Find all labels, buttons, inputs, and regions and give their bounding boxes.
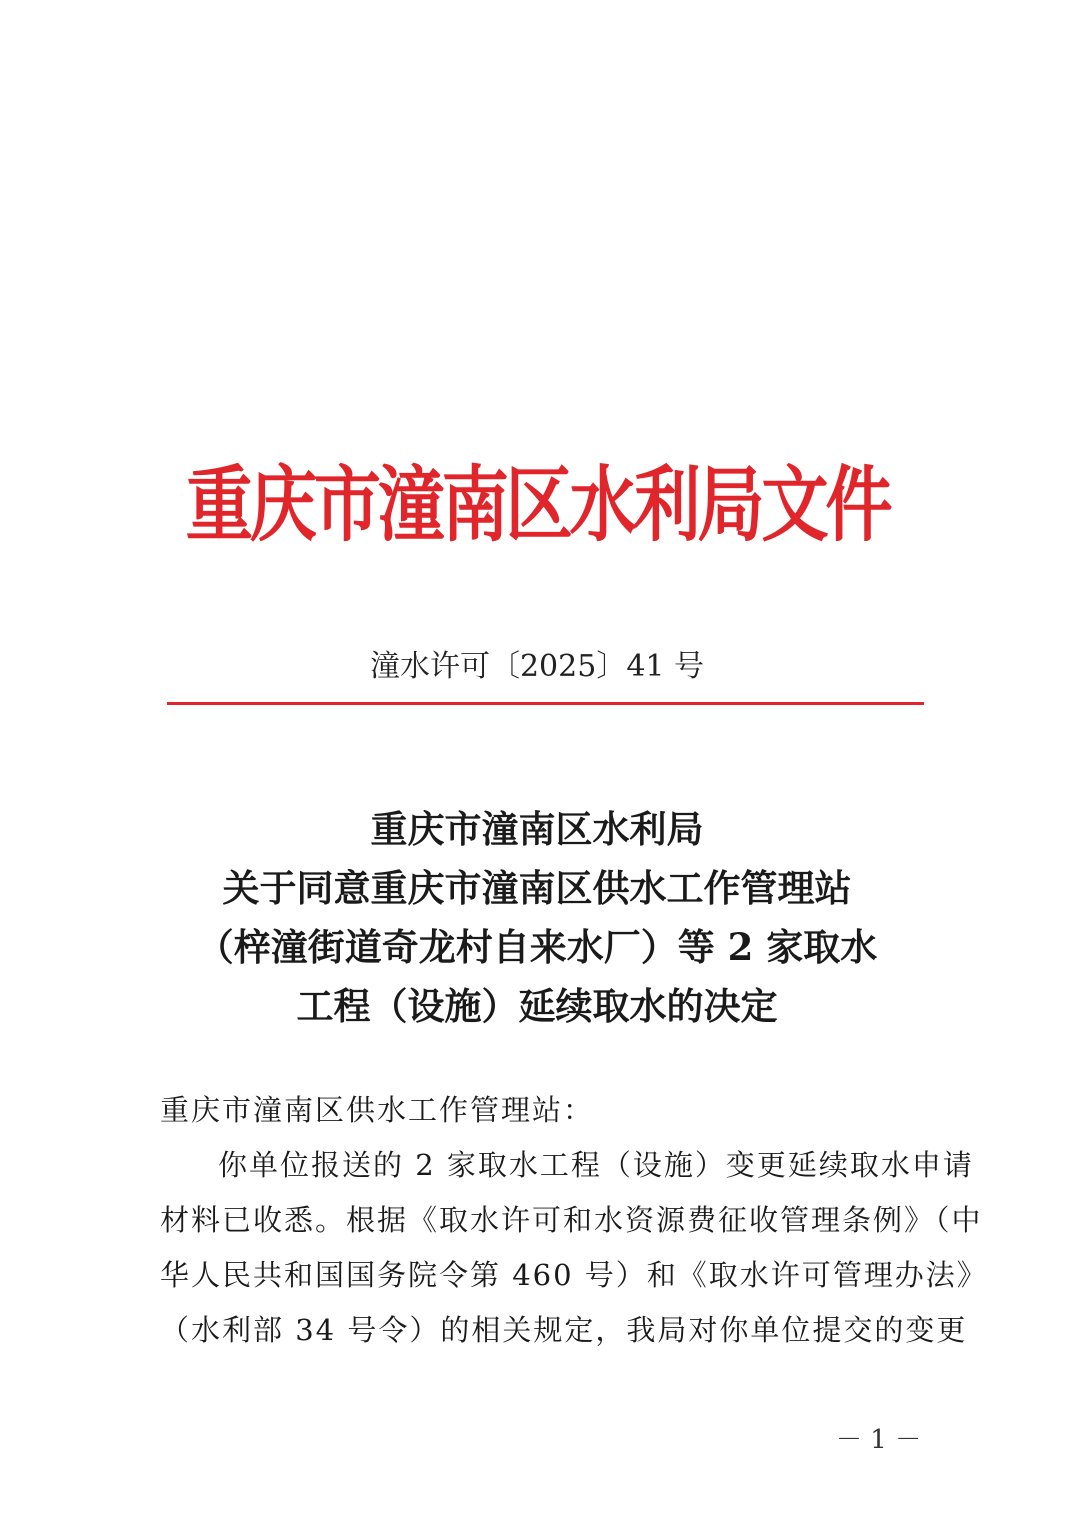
title-line-4: 工程（设施）延续取水的决定 (296, 984, 778, 1028)
title-line-1: 重庆市潼南区水利局 (370, 807, 704, 851)
recipient-salutation: 重庆市潼南区供水工作管理站： (160, 1093, 595, 1127)
page-number: － 1 － (836, 1425, 922, 1455)
org-header-title: 重庆市潼南区水利局文件 (185, 457, 890, 553)
title-line-2: 关于同意重庆市潼南区供水工作管理站 (222, 866, 852, 910)
body-line-4: （水利部 34 号令）的相关规定，我局对你单位提交的变更 (160, 1313, 968, 1347)
body-line-2: 材料已收悉。根据《取水许可和水资源费征收管理条例》（中 (160, 1203, 983, 1237)
body-paragraph (160, 1138, 988, 1358)
title-line-3: （梓潼街道奇龙村自来水厂）等 2 家取水 (196, 925, 878, 969)
body-line-3: 华人民共和国国务院令第 460 号）和《取水许可管理办法》 (160, 1258, 988, 1292)
document-number: 潼水许可〔2025〕41 号 (369, 649, 705, 684)
document-title (0, 800, 1074, 1036)
body-line-1: 你单位报送的 2 家取水工程（设施）变更延续取水申请 (218, 1148, 974, 1182)
red-divider-line (167, 702, 924, 705)
